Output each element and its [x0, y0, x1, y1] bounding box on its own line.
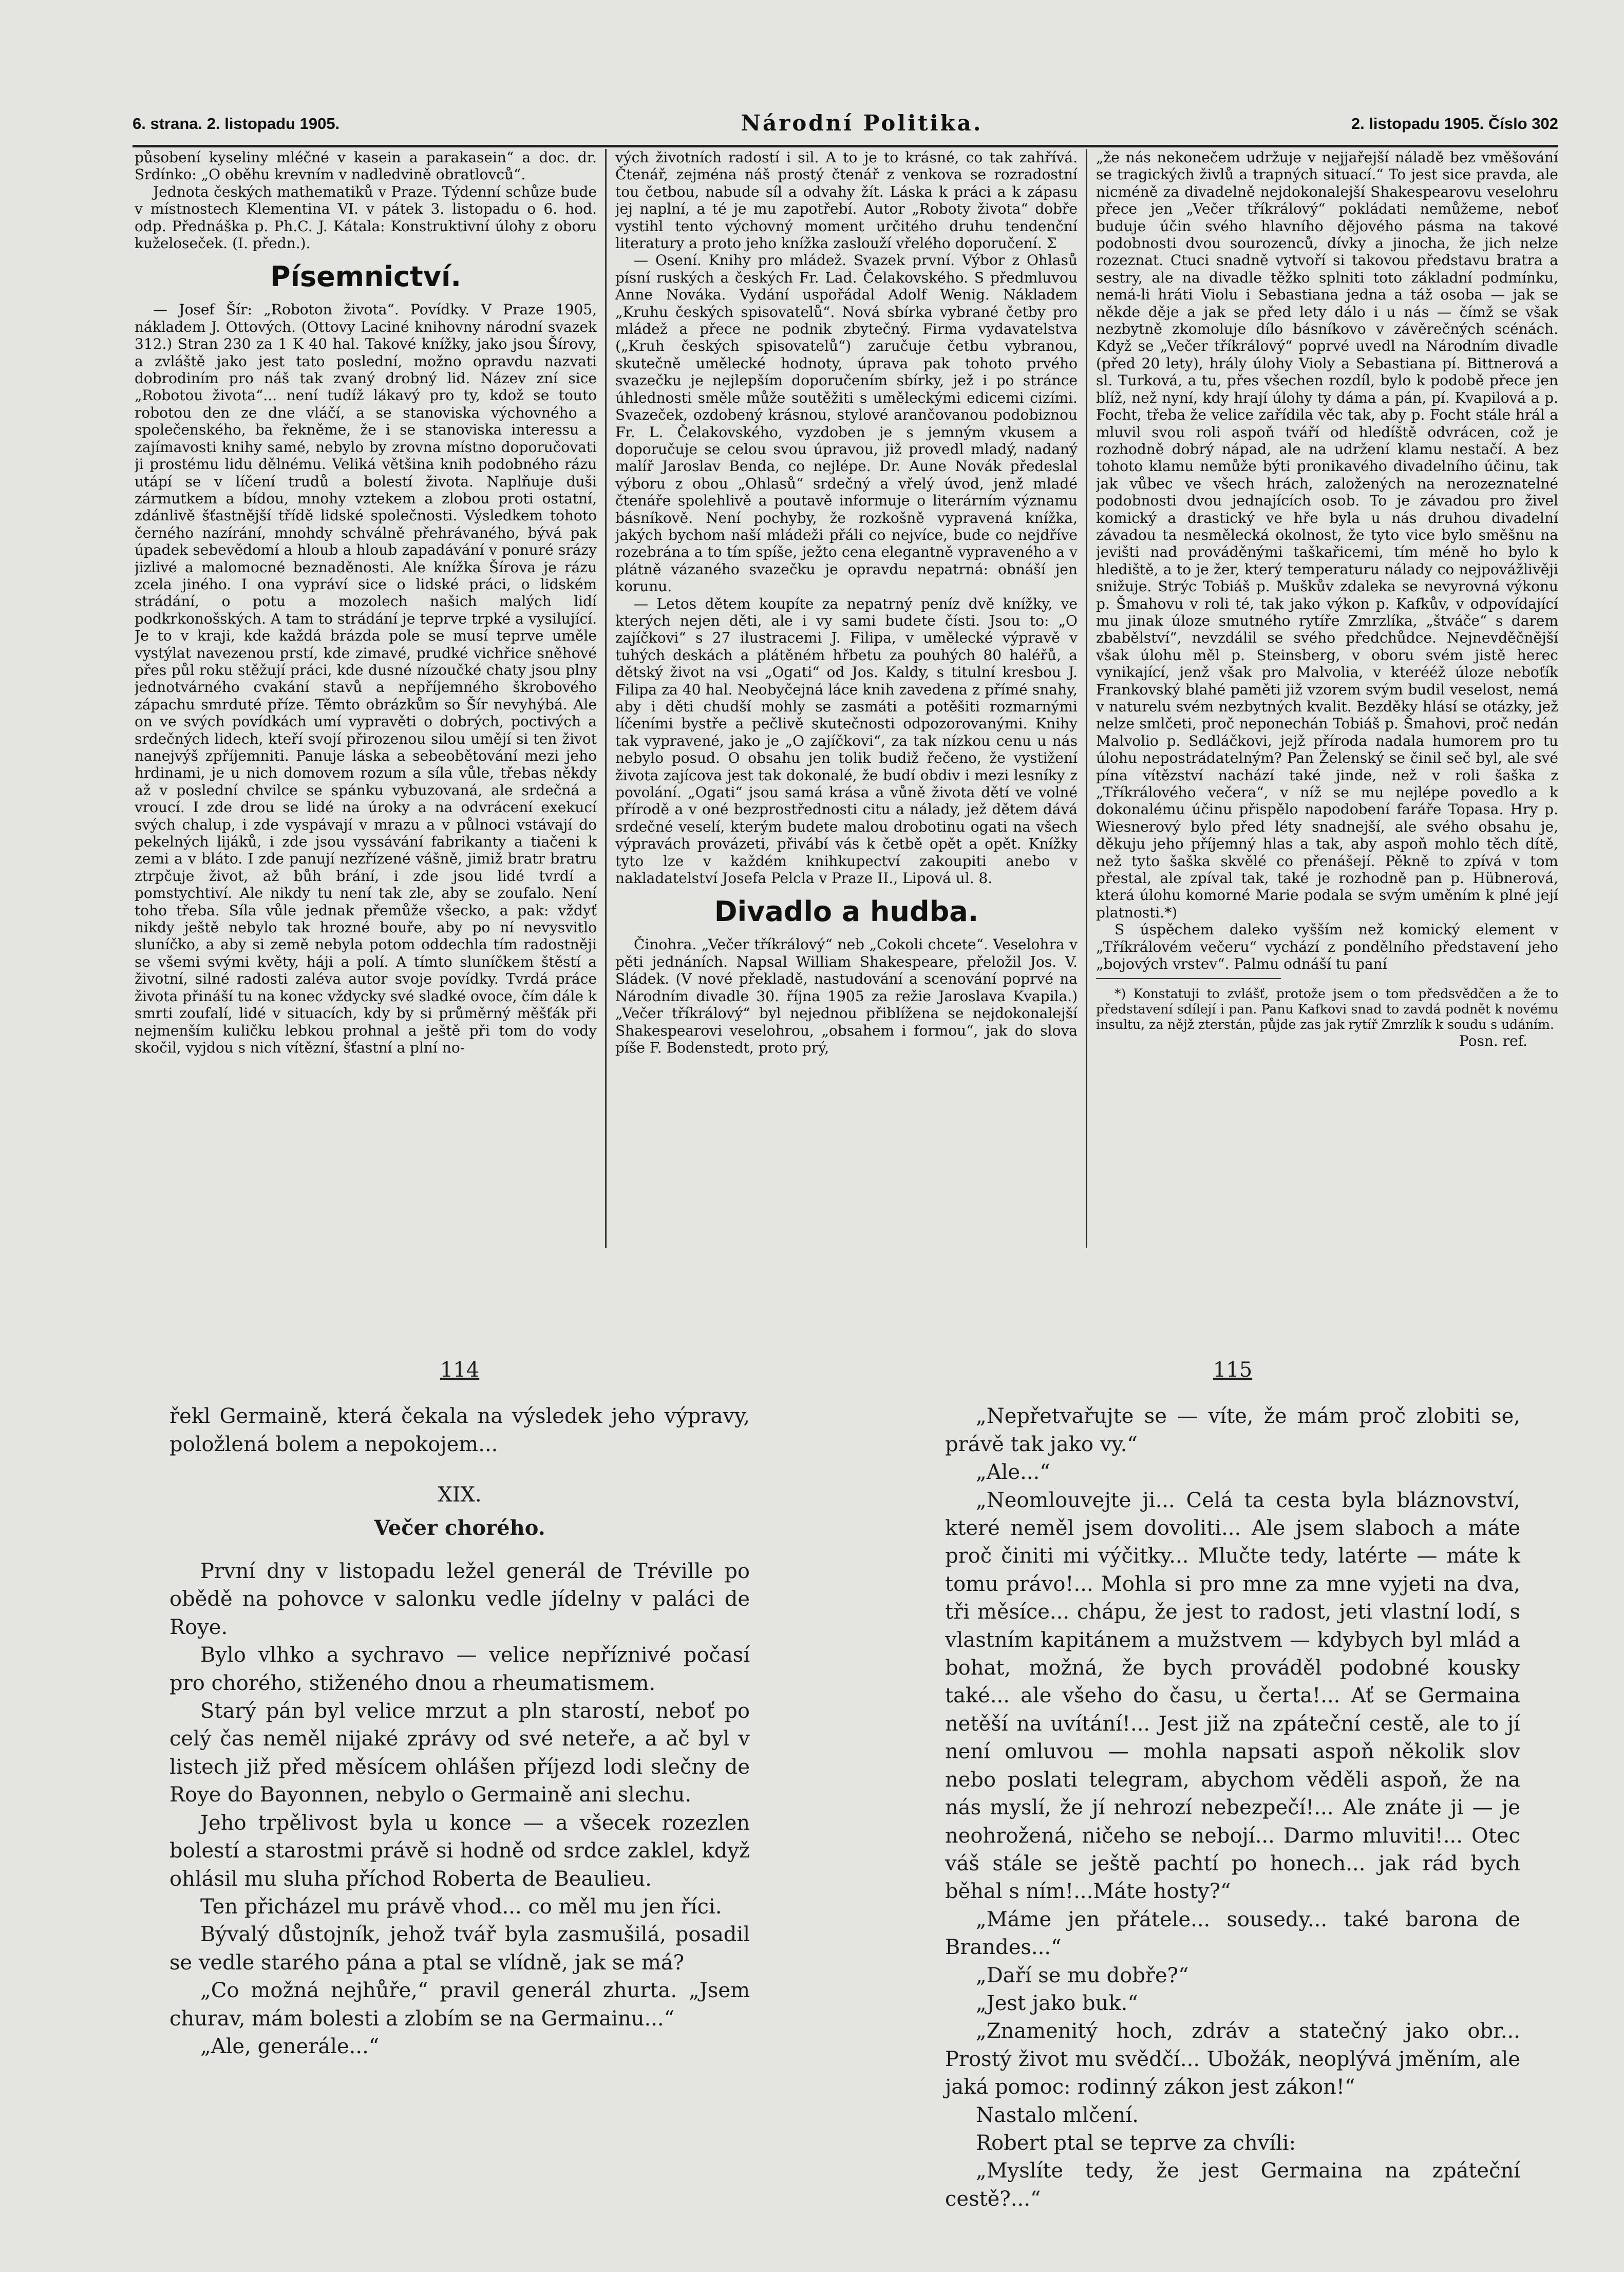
page-number: 114 — [440, 1358, 480, 1382]
serial-text: Nastalo mlčení. — [976, 2103, 1139, 2127]
serial-text: „Znamenitý hoch, zdráv a statečný jako obr... Prostý život mu svědčí... Ubožák, neoplývá jměním, ale jaká pomoc: rodinný zákon jest zákon!“ — [945, 2019, 1520, 2099]
serial-text: Bylo vlhko a sychravo — velice nepříznivé počasí pro chorého, stiženého dnou a rheumatismem. — [169, 1643, 750, 1695]
section-heading-theatre: Divadlo a hudba. — [714, 895, 979, 928]
article-text: vých životních radostí i sil. A to je to krásné, co tak zahřívá. Čtenář, zejména náš prostý čtenář z venkova se rozradostní tou četbou, nabude síl a odvahy žít. Láska k práci a k zápasu jej naplní, a té je mu zapotřebí. Autor „Roboty života“ dobře vystihl tento výchovný moment určitého druhu tendenční literatury a proto jeho knížka zaslouží vřelého doporučení. Σ — [615, 149, 1078, 252]
serial-text: První dny v listopadu ležel generál de Tréville po obědě na pohovce v salonku vedle jídelny v paláci de Roye. — [169, 1560, 750, 1639]
column-3 — [1096, 149, 1558, 1256]
article-text: působení kyseliny mléčné v kasein a parakasein“ a doc. dr. Srdínko: „O oběhu krevním v nadledvině obratlovců“. — [135, 149, 597, 183]
signature: Posn. ref. — [1459, 1032, 1527, 1049]
page-number: 115 — [1213, 1358, 1253, 1382]
serial-text: Jeho trpělivost byla u konce — a všecek rozezlen bolestí a starostmi právě si hodně od srdce zaklel, když ohlásil mu sluha příchod Roberta de Beaulieu. — [169, 1811, 750, 1891]
article-text: „že nás nekonečem udržuje v nejjařejší náladě bez vměšování se tragických živlů a trapných situací.“ To jest sice pravda, ale nicméně za divadelně nejdokonalejší Shakespearovu veselohru přece jen „Večer tříkrálový“ pokládati nemůžeme, neboť buduje účin svého hlavního dějového pásma na takové podobnosti dvou sourozenců, dívky a jinocha, že jich nelze rozeznat. Ctuci snadně vytvoří si takovou představu bratra a sestry, ale na divadle těžko splniti toto základní podmínku, nemá-li hráti Violu i Sebastiana jedna a táž osoba — jak se někde děje a jak se před lety dálo i u nás — čímž se však nezbytně zkomoluje dílo básníkovo v závěrečných scénách. Když se „Večer tříkrálový“ poprvé uvedl na Národním divadle (před 20 lety), hrály úlohy Violy a Sebastiana pí. Bittnerová a sl. Turková, a tu, přes všechen rozdíl, bylo k podobě přece jen blíž, než nyní, kdy hrají úlohy ty dáma a pán, pí. Kvapilová a p. Focht, třeba že velice zařídila věc tak, aby p. Focht stále hrál a mluvil svou roli aspoň tváří od hledíště odvrácen, což je rozhodně dobrý nápad, ale na udržení klamu nestačí. A bez tohoto klamu nemůže býti pronikavého divadelního účinu, tak jak vůbec ve všech hrách, založených na nerozeznatelné podobnosti dvou jednajících osob. To je závadou pro živel komický a drastický ve hře byla u nás druhou divadelní závadou ta nesmělecká okolnost, že tyto vice bylo směšnu na jevišti nad prováděnými taškařicemi, tím méně ho bylo k hlediště, a to je žer, který temperaturu nálady co nejpovážlivěji snižuje. Strýc Tobiáš p. Muškův zdaleka se nevyrovná výkonu p. Šmahovu v roli té, tak jako výkon p. Kafkův, v odpovídající mu jinak úloze smutného rytíře Zmrzlíka, „štváče“ s darem zbabělství“, nevzdálil se svého předchůdce. Nejnevděčnější však úlohu měl p. Steinsberg, v oboru svém jistě herec vynikající, jenž však pro Malvolia, v kterééž úloze neboťík Frankovský blahé paměti již vzorem svým budil veselost, nemá v naturelu svém nezbytných kvalit. Bezděky hlásí se otázky, jež nelze smlčeti, proč neponechán Tobiáš p. Šmahovi, proč nedán Malvolio p. Sedláčkovi, jejž příroda nadala humorem pro tu úlohu nepostrádatelným? Pan Želenský se činil seč byl, ale své pína vítězství nachází také jinde, než v roli šaška z „Tříkrálového večera“, v níž se mu nejlépe povedlo a k dokonalému účinu přispělo napodobení faráře Topasa. Hry p. Wiesnerový bylo před léty snadnejší, ale svého obsahu je, děkuju jeho příjemný hlas a tak, aby aspoň mohlo těch dítě, než tyto šaška skvělé co přenášejí. Pěkně to zpívá v tom přestal, ale zpíval tak, také je rozhodně pan p. Hübnerová, která úlohu komorné Marie podala se svým uměním k plné její platnosti.*) — [1096, 149, 1558, 921]
serial-text: řekl Germaině, která čekala na výsledek jeho výpravy, položlená bolem a nepokojem... — [169, 1404, 750, 1456]
serial-page-right — [945, 1356, 1520, 2213]
serial-text: „Co možná nejhůře,“ pravil generál zhurta. „Jsem churav, mám bolesti a zlobím se na Germainu...“ — [169, 1979, 750, 2031]
newspaper-header — [133, 110, 1558, 141]
serial-text: Ten přicházel mu právě vhod... co měl mu jen říci. — [200, 1894, 722, 1919]
chapter-title: Večer chorého. — [374, 1515, 545, 1540]
serial-page-left — [169, 1356, 750, 2060]
article-text: Jednota českých mathematiků v Praze. Týdenní schůze bude v místnostech Klementina VI. v pátek 3. listopadu o 6. hod. odp. Přednáška p. Ph.C. J. Kátala: Konstruktivní úlohy z oboru kuželoseček. (I. předn.). — [135, 183, 597, 252]
header-issue-right: 2. listopadu 1905. Číslo 302 — [1351, 115, 1558, 133]
column-divider — [605, 149, 607, 1248]
serial-text: „Ale, generále...“ — [200, 2034, 380, 2058]
chapter-number: XIX. — [438, 1483, 482, 1507]
serial-text: „Neomlouvejte ji... Celá ta cesta byla bláznovství, které neměl jsem dovoliti... Ale jsem slaboch a máte proč činiti mi výčitky... Mlučte tedy, latérte — máte k tomu právo!... Mohla si pro mne za mne vyjeti na dva, tři měsíce... chápu, že jest to radost, jeti vlastní lodí, s vlastním kapitánem a mužstvem — kdybych byl mlád a bohat, možná, že bych prováděl podobné kousky také... ale všeho do času, u čerta!... Ať se Germaina netěší na uvítání!... Jest již na zpáteční cestě, ale to jí není omluvou — mohla napsati aspoň několik slov nebo poslati telegram, abychom věděli aspoň, že na nás myslí, že jí nehrozí nebezpečí!... Ale znáte ji — je neohrožená, ničeho se nebojí... Darmo mluviti!... Otec váš stále se ještě pachtí po honech... jak rád bych běhal s ním!...Máte hosty?“ — [945, 1488, 1520, 1904]
serial-text: „Myslíte tedy, že jest Germaina na zpáteční cestě?...“ — [945, 2159, 1520, 2211]
serial-text: „Ale...“ — [976, 1460, 1050, 1485]
article-text: — Josef Šír: „Roboton života“. Povídky. V Praze 1905, nákladem J. Ottových. (Ottovy Laciné knihovny národní svazek 312.) Stran 230 za 1 K 40 hal. Takové knížky, jako jsou Šírovy, a zvláště jako jest tato poslední, možno opravdu nazvati dobrodiním pro náš tak zvaný drobný lid. Název zní sice „Robotou života“... není tudíž lákavý pro ty, kdož se touto robotou den ze dne vláčí, a se stanoviska výchovného a společenského, ba řekněme, že i se stanoviska interessu a zajímavosti knihy samé, nebylo by zrovna místno doporučovati ji prostému lidu dělnému. Veliká většina knih podobného rázu utápí se v líčení trudů a bolestí života. Naplňuje duši zármutkem a bídou, mnohy vztekem a zlobou proti ostatní, zdánlivě šťastnější třídě lidské společnosti. Výsledkem tohoto černého nazírání, mnohdy schválně přehrávaného, bývá pak úpadek sebevědomí a hloub a hloub zapadávání v ponuré srázy jizlivé a malomocné beznaděnosti. Ale knížka Šírova je rázu zcela jiného. I ona vypráví sice o lidské práci, o lidském strádání, o potu a mozolech našich malých lidí podkrkonošských. A tam to strádání je teprve trpké a vysilující. Je to v kraji, kde každá brázda pole se musí teprve uměle vystýlat navezenou prstí, kde zimavé, prudké vichřice sněhové přes půl roku stěžují práci, kde dusné nízoučké chaty jsou plny jednotvárného cvakání stavů a nepříjemného škrobového zápachu smrduté příze. Těmto obrázkům so Šír nevyhýbá. Ale on ve svých povídkách umí vypravěti o dobrých, poctivých a srdečných lidech, kteří svojí přirozenou silou umějí si ten život nanejvýš zpříjemniti. Panuje láska a sebeobětování mezi jeho hrdinami, je u nich domovem rozum a síla vůle, třebas někdy až v poslední chvilce se spánku vybuzovaná, ale srdečná a vroucí. I zde drou se lidé na úroky a na odvrácení exekucí svých chalup, i zde vyspávají v mrazu a v půlnoci vstávají do pekelných lijáků, i zde jsou vyssávání fabrikanty a tiačeni k zemi a v bláto. I zde panují nezřízené vášně, jimiž bratr bratru ztrpčuje život, až bůh brání, i zde jsou lidé tvrdí a pomstychtiví. Ale nikdy tu není tak zle, aby se zoufalo. Není toho třeba. Síla vůle jednak přemůže všecko, a pak: vždyť nikdy ještě nebylo tak hrozné bouře, aby po ní nevysvitlo sluníčko, a aby si země nebyla potom oddechla tím radostněji se všemi svými květy, háji a polí. A tímto sluníčkem štěstí a životní, silné radosti zaléva autor svoje povídky. Tvrdá práce života přináší tu na konec vždycky své sladké ovoce, čím dále k smrti zoufalí, lidé v situacích, kdy by si průměrný měšťák při nejmenším kuličku lebkou prohnal a ještě při tom do vody skočil, vyjdou s nich vítězní, šťastní a plní no- — [135, 301, 597, 1056]
footnote-rule — [1096, 978, 1281, 979]
column-divider — [1086, 149, 1087, 1248]
article-text: Činohra. „Večer tříkrálový“ neb „Cokoli chcete“. Veselohra v pěti jednáních. Napsal William Shakespeare, přeložil Jos. V. Sládek. (V nové překladě, nastudování a scenování poprvé na Národním divadle 30. října 1905 za režie Jaroslava Kvapila.) „Večer tříkrálový“ byl nejednou přiblížena se nejdokonalejší Shakespearovi veselohrou, „obsahem i formou“, jak do slova píše F. Bodenstedt, proto prý, — [615, 936, 1078, 1056]
serial-text: Robert ptal se teprve za chvíli: — [976, 2131, 1296, 2155]
article-text: S úspěchem daleko vyšším než komický element v „Tříkrálovém večeru“ vychází z pondělního představení jeho „bojových vrstev“. Palmu odnáší tu paní — [1096, 921, 1558, 973]
serial-text: „Máme jen přátele... sousedy... také barona de Brandes...“ — [945, 1907, 1520, 1960]
article-text: — Letos dětem koupíte za nepatrný peníz dvě knížky, ve kterých nejen děti, ale i vy sami budete čísti. Jsou to: „O zajíčkovi“ s 27 ilustracemi J. Filipa, v umělecké výpravě v tuhých deskách a plátěném hřbetu za pouhých 80 haléřů, a dětský život na vsi „Ogati“ od Jos. Kaldy, s titulní kresbou J. Filipa za 40 hal. Neobyčejná láce knih zavedena z přímé snahy, aby i děti chudší mohly se zasmáti a potěšiti rozmarnými líčeními bystře a pečlivě skutečnosti odpozorovanými. Knihy tak vypravené, jako je „O zajíčkovi“, za tak nízkou cenu u nás nebylo posud. O obsahu jen tolik budiž řečeno, že vystižení života zajícova jest tak dokonalé, že budí obdiv i mezi lesníky z povolání. „Ogati“ jsou samá krása a vůně života dětí ve volné přírodě a v oné bezprostřednosti citu a nálady, jež dětem dává srdečné veselí, kterým budete malou drobotinu ogati na všech výpravách provázeti, přivábí vás k četbě opět a opět. Knížky tyto lze v každém knihkupectví zakoupiti anebo v nakladatelství Josefa Pelcla v Praze II., Lipová ul. 8. — [615, 595, 1078, 887]
section-heading-literature: Písemnictví. — [270, 260, 462, 293]
serial-text: Bývalý důstojník, jehož tvář byla zasmušilá, posadil se vedle starého pána a ptal se vlídně, jak se má? — [169, 1923, 750, 1975]
column-2 — [615, 149, 1078, 1256]
header-rule — [133, 145, 1558, 147]
serial-text: „Daří se mu dobře?“ — [976, 1963, 1189, 1987]
column-1 — [135, 149, 597, 1256]
serial-text: Starý pán byl velice mrzut a pln starostí, neboť po celý čas neměl nijaké zprávy od své neteře, a ač byl v listech již před měsícem ohlášen příjezd lodi slečny de Roye do Bayonnen, nebylo o Germaině ani slechu. — [169, 1699, 750, 1807]
header-date-left: 6. strana. 2. listopadu 1905. — [133, 115, 340, 133]
footnote: *) Konstatuji to zvlášť, protože jsem o tom předsvědčen a že to představení sdílejí i pan. Panu Kafkovi snad to zavdá podnět k novému insultu, za nějž zterstán, půjde zas jak rytíř Zmrzlík k soudu s udáním. — [1096, 986, 1558, 1032]
masthead-title: Národní Politika. — [741, 110, 983, 136]
serial-text: „Nepřetvařujte se — víte, že mám proč zlobiti se, právě tak jako vy.“ — [945, 1404, 1520, 1456]
article-text: — Osení. Knihy pro mládež. Svazek první. Výbor z Ohlasů písní ruských a českých Fr. Lad. Čelakovského. S předmluvou Anne Nováka. Vydání uspořádal Adolf Wenig. Nákladem „Kruhu českých spisovatelů“. Nová sbírka vybrané četby pro mládež a přece ne podnik zbytečný. Firma vydavatelstva („Kruh českých spisovatelů“) zaručuje četbu vybranou, skutečně umělecké hodnoty, úprava pak tohoto prvého svazečku je nejlepším doporučením sbírky, jež i po stránce úhlednosti směle může soutěžiti s uměleckými edicemi cizími. Svazeček, ozdobený krásnou, stylové arančovanou podobiznou Fr. L. Čelakovského, vyzdoben je s jemným vkusem a doporučuje se celou svou úpravou, již provedl mladý, nadaný malíř Jaroslav Benda, co nejlépe. Dr. Aune Novák předeslal výboru z obou „Ohlasů“ srdečný a vřelý úvod, jenž mladé čtenáře spolehlivě a poutavě informuje o literárním významu básníkově. Není pochyby, že rozkošně vypravená knížka, jakých bychom naší mládeži přáli co nejvíce, bude co nejdříve rozebrána a to tím spíše, ježto cena elegantně vypraveného a v plátně vázaného svazečku je opravdu nepatrná: obnáší jen korunu. — [615, 252, 1078, 595]
serial-text: „Jest jako buk.“ — [976, 1991, 1138, 2015]
